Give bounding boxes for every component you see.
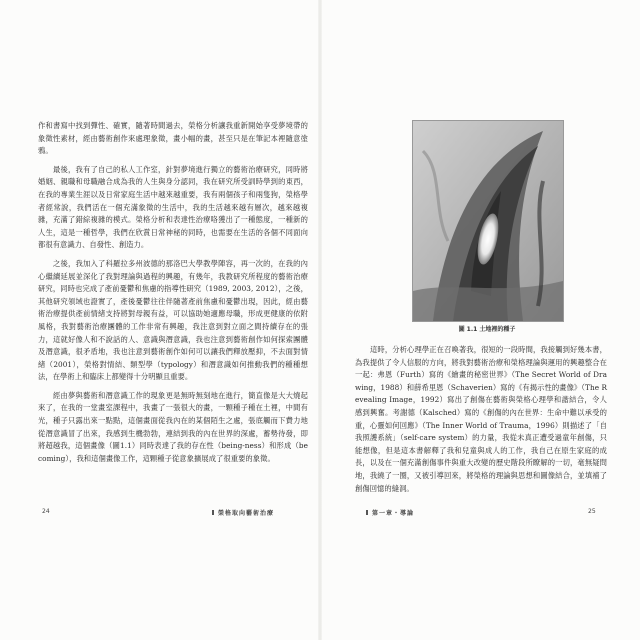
left-page-body: [38, 120, 308, 471]
right-paragraph-1: 這時，分析心理學正在召喚著我，很短的一段時間，我接觸到好幾本書，為我提供了令人信服的方向，將我對藝術治療和榮格理論與運用的興趣整合在一起：弗恩（Furth）寫的《繪畫的秘密世界》（The Secret World of Drawing，1988）和薛希里恩（Schaverien）寫的《有揭示性的畫像》（The Revealing Image，1992）寫出了創傷在藝術與榮格心理學和諧結合，令人感到興奮。考謝德（Kalsched）寫的《創傷的內在世界：生命中難以承受的重，心靈如何回應》（The Inner World of Trauma，1996）則描述了「自我照護系統」（self-care system）的力量，我從未真正遭受過童年創傷，只能想像，但是這本書解釋了我和兒童與成人的工作，我自己在原生家庭的成長，以及在一個充滿創傷事件與重大改變的歷史階段所瞭解的一切，毫無疑問地，我繞了一圈，又被引導回來，將榮格的理論與思想和圖像結合，並填補了創傷回憶的縫洞。: [355, 345, 607, 493]
right-page-number: 25: [588, 508, 596, 515]
book-gutter: [318, 0, 322, 640]
left-page-number: 24: [42, 508, 50, 515]
figure-caption: 圖 1.1 土地裡的種子: [458, 326, 516, 333]
seed-painting-figure: [412, 120, 564, 322]
right-running-head: 第一章・導論: [372, 510, 415, 517]
left-paragraph-1: 作和書寫中找到彈性、確實，隨著時間過去，榮格分析讓我重新開始享受夢境帶的象徵性素材，經由藝術創作來處理象徵，畫小幅的畫，甚至只是在筆記本裡隨意塗鴉。: [38, 121, 308, 156]
left-running-head: 榮格取向藝術治療: [218, 510, 275, 517]
left-paragraph-4: 經由夢與藝術和潛意識工作的現象更是無時無刻地在進行，簡直像是大大燒起來了，在我的一堂畫室課程中，我畫了一張很大的畫，一顆種子種在土裡，中間有光，種子只露出來一點點，這個畫面從我內在的某個陌生之處，張底觸而下費力地從潛意識冒了出來，我感到生機勃勃，連結到我的內在世界的深處，蓄勢待發，即將超越我，這個畫像（圖1.1）同時表達了我的存在性（being-ness）和形成（becoming），我和這個畫像工作，這顆種子從意象擴展成了很重要的象徵。: [38, 390, 308, 463]
right-page-body: [355, 344, 607, 501]
left-paragraph-3: 之後，我加入了科羅拉多州波德的那洛巴大學教學陣容，再一次的，在我的內心繼續延展並深化了我對理論與過程的興趣，有幾年，我教研究所程度的藝術治療研究，同時也完成了產前憂鬱和焦慮的指導性研究（1989, 2003, 2012），之後，其他研究領域也證實了，產後憂鬱往往伴隨著產前焦慮和憂鬱出現，因此，經由藝術治療提供產前情緒支持將對母親有益，可以協助她適應母職，形成更健康的依附風格，我對藝術治療團體的工作非常有興趣，我注意到對立面之間持續存在的張力，這就好像人和不說話的人、意識與潛意識，我也注意到藝術創作如何探索團體及潛意識，很矛盾地，我也注意到藝術創作如何可以讓我們釋放壓抑，不去面對情緒（2001），榮格對情結、類型學（typology）和潛意識如何推動我們的種種想法，在學術上和臨床上都變得十分明顯且重要。: [38, 258, 308, 382]
right-footer-mark: [366, 510, 368, 515]
seed-painting-image: [413, 121, 563, 321]
left-paragraph-2: 最後，我有了自己的私人工作室，針對夢境進行獨立的藝術治療研究，同時將婚姻、親職和母職融合成為我的人生與身分認同，我在研究所受訓時學到的東西，在我的專業生涯以及日常家庭生活中越來越重要，我有兩個孩子和兩隻狗，榮格學者經常說，我們活在一個充滿象徵的生活中，我的生活越來越有層次，越來越複雜，充滿了錯綜複雜的模式。榮格分析和表達性治療咯獲出了一種態度，一種新的人生，這是一種哲學，我們在欣賞日常神秘的同時，也需要在生活的各個不同面向都很有意識力、自發性、創造力。: [38, 164, 308, 250]
left-footer-mark: [212, 510, 214, 515]
